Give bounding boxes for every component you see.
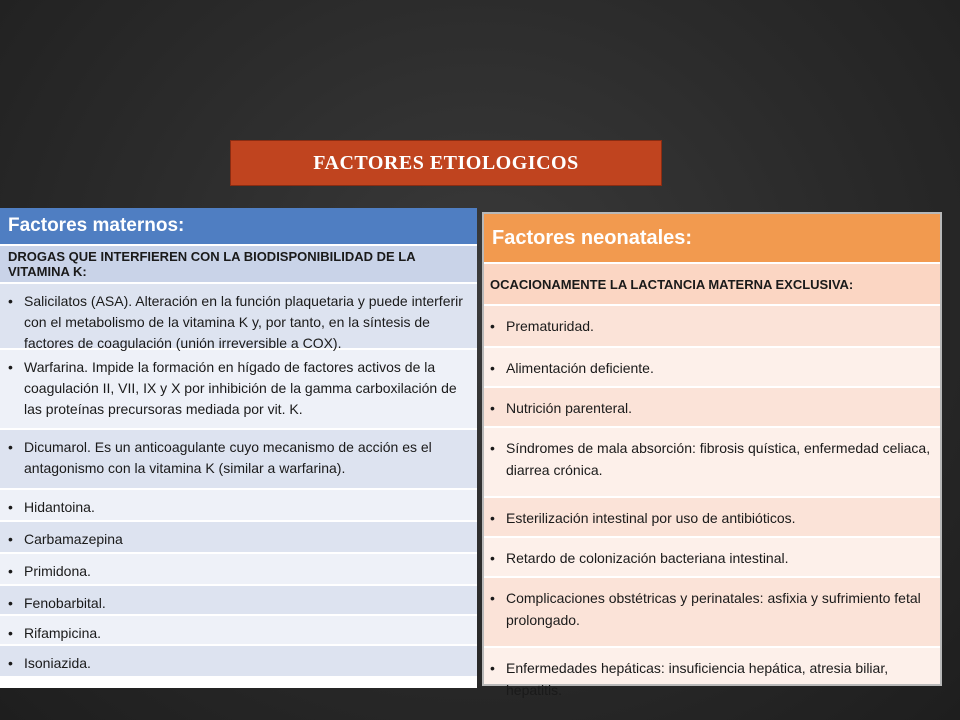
- bullet-icon: •: [8, 293, 13, 309]
- bullet-icon: •: [8, 625, 13, 641]
- bullet-icon: •: [490, 660, 495, 676]
- maternal-header: Factores maternos:: [0, 208, 477, 246]
- slide-title: FACTORES ETIOLOGICOS: [230, 140, 662, 186]
- bullet-icon: •: [8, 499, 13, 515]
- maternal-item: • Fenobarbital.: [0, 586, 477, 616]
- neonatal-item: • Síndromes de mala absorción: fibrosis quística, enfermedad celiaca, diarrea crónica.: [484, 428, 940, 498]
- neonatal-item: • Nutrición parenteral.: [484, 388, 940, 428]
- bullet-icon: •: [490, 318, 495, 334]
- maternal-item: • Isoniazida.: [0, 646, 477, 676]
- neonatal-item: • Prematuridad.: [484, 306, 940, 348]
- neonatal-factors-table: [482, 212, 942, 698]
- bullet-icon: •: [8, 655, 13, 671]
- neonatal-item: • Alimentación deficiente.: [484, 348, 940, 388]
- maternal-item: • Hidantoina.: [0, 490, 477, 522]
- maternal-item: • Carbamazepina: [0, 522, 477, 554]
- bullet-icon: •: [8, 563, 13, 579]
- maternal-item: • Rifampicina.: [0, 616, 477, 646]
- bullet-icon: •: [490, 590, 495, 606]
- neonatal-item: • Complicaciones obstétricas y perinatales: asfixia y sufrimiento fetal prolongado.: [484, 578, 940, 648]
- bullet-icon: •: [490, 440, 495, 456]
- bullet-icon: •: [490, 510, 495, 526]
- bullet-icon: •: [8, 359, 13, 375]
- maternal-item: • Salicilatos (ASA). Alteración en la función plaquetaria y puede interferir con el metabolismo de la vitamina K y, por tanto, en la síntesis de factores de coagulación (unión irreversible a COX).: [0, 284, 477, 350]
- neonatal-subheader: OCACIONAMENTE LA LACTANCIA MATERNA EXCLUSIVA:: [484, 264, 940, 306]
- bullet-icon: •: [8, 531, 13, 547]
- bullet-icon: •: [8, 595, 13, 611]
- maternal-item: • Warfarina. Impide la formación en hígado de factores activos de la coagulación II, VII, IX y X por inhibición de la gamma carboxilación de las proteínas precursoras mediada por vit. K.: [0, 350, 477, 430]
- bullet-icon: •: [490, 360, 495, 376]
- maternal-item: • Primidona.: [0, 554, 477, 586]
- bullet-icon: •: [490, 550, 495, 566]
- bullet-icon: •: [8, 439, 13, 455]
- maternal-factors-table: [0, 208, 477, 688]
- neonatal-item: • Retardo de colonización bacteriana intestinal.: [484, 538, 940, 578]
- neonatal-item: • Enfermedades hepáticas: insuficiencia hepática, atresia biliar, hepatitis.: [484, 648, 940, 684]
- neonatal-item: • Esterilización intestinal por uso de antibióticos.: [484, 498, 940, 538]
- maternal-subheader: DROGAS QUE INTERFIEREN CON LA BIODISPONIBILIDAD DE LA VITAMINA K:: [0, 246, 477, 284]
- neonatal-header: Factores neonatales:: [484, 214, 940, 264]
- bullet-icon: •: [490, 400, 495, 416]
- maternal-item: • Dicumarol. Es un anticoagulante cuyo mecanismo de acción es el antagonismo con la vitamina K (similar a warfarina).: [0, 430, 477, 490]
